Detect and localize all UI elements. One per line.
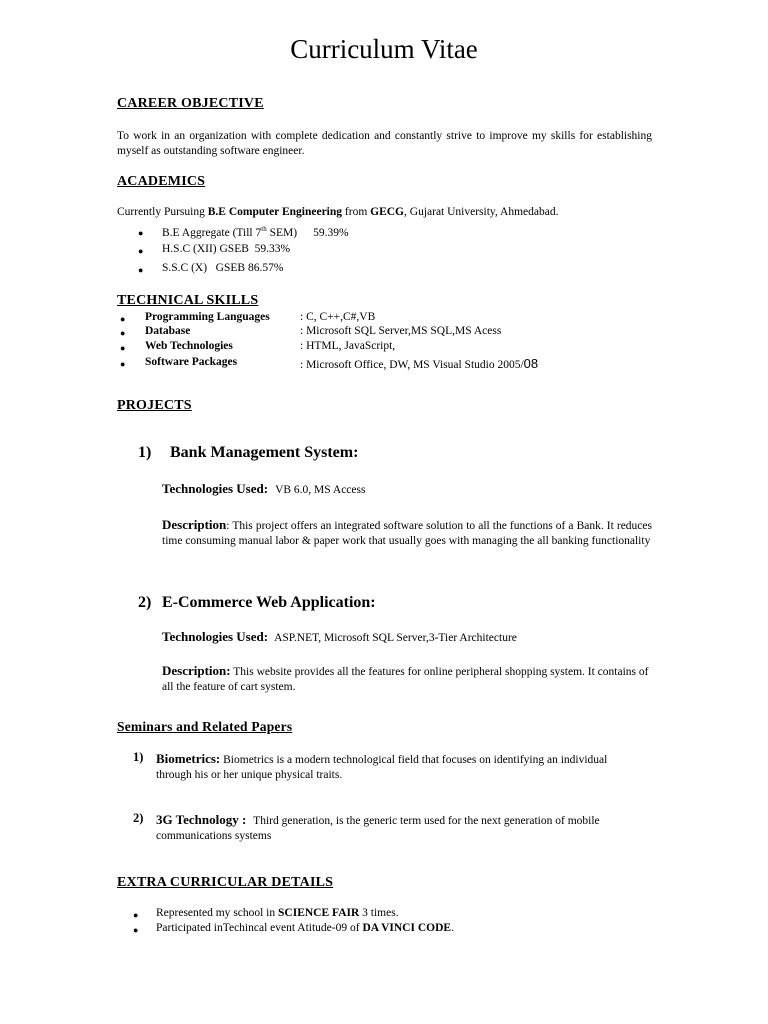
- extra-item: [156, 907, 399, 919]
- tech-label: Technologies Used:: [162, 481, 269, 496]
- seminar-item: [156, 751, 616, 783]
- project-tech: [162, 480, 365, 498]
- project-tech: [162, 628, 517, 646]
- college-name: GECG: [370, 206, 405, 218]
- skill-value-tail: 08: [523, 356, 539, 371]
- bullet-icon: ●: [120, 359, 126, 369]
- skill-value: [300, 356, 538, 371]
- academics-item-text: SEM): [266, 226, 298, 239]
- description-text: : This project offers an integrated software solution to all the functions of a Bank. It reduces time consuming manual labor & paper work that usually goes with managing the all banking functionality: [162, 520, 652, 547]
- seminar-label: 3G Technology :: [156, 812, 247, 827]
- seminar-number: 2): [133, 811, 144, 825]
- tech-label: Technologies Used:: [162, 629, 269, 644]
- page-title: Curriculum Vitae: [290, 34, 478, 64]
- project-description: [162, 663, 652, 695]
- bullet-icon: ●: [138, 228, 144, 238]
- seminar-item: [156, 812, 626, 844]
- seminar-text: Biometrics is a modern technological field that focuses on identifying an individual through his or her unique physical traits.: [156, 754, 608, 781]
- tech-value: ASP.NET, Microsoft SQL Server,3-Tier Architecture: [274, 632, 517, 644]
- career-objective-heading: CAREER OBJECTIVE: [117, 96, 264, 111]
- bullet-icon: ●: [120, 314, 126, 324]
- skill-label: Programming Languages: [145, 311, 270, 323]
- description-text: This website provides all the features for online peripheral shopping system. It contains of all the feature of cart system.: [162, 666, 649, 693]
- seminar-number: 1): [133, 750, 144, 764]
- project-title: Bank Management System:: [170, 444, 359, 461]
- skill-value: : HTML, JavaScript,: [300, 340, 396, 352]
- skill-value: : C, C++,C#,VB: [300, 311, 376, 323]
- project-title: E-Commerce Web Application:: [162, 594, 376, 611]
- project-description: [162, 517, 652, 549]
- skill-label: Web Technologies: [145, 340, 233, 352]
- skill-label: Database: [145, 325, 191, 337]
- academics-item-sup: th: [261, 225, 267, 233]
- description-label: Description: [162, 517, 227, 532]
- projects-heading: PROJECTS: [117, 398, 192, 413]
- tech-value: VB 6.0, MS Access: [275, 484, 366, 496]
- bullet-icon: ●: [133, 910, 139, 920]
- seminar-text: Third generation, is the generic term used for the next generation of mobile communications systems: [156, 815, 600, 842]
- academics-intro-suffix: , Gujarat University, Ahmedabad.: [404, 206, 559, 218]
- skill-value-text: : Microsoft Office, DW, MS Visual Studio 2005/: [300, 359, 524, 371]
- academics-intro-prefix: Currently Pursuing: [117, 206, 208, 218]
- career-objective-text: To work in an organization with complete dedication and constantly strive to improve my skills for establishing myself as outstanding software engineer.: [117, 130, 652, 157]
- academics-item: [162, 225, 349, 239]
- academics-item: H.S.C (XII) GSEB 59.33%: [162, 243, 291, 255]
- academics-item: S.S.C (X) GSEB 86.57%: [162, 262, 284, 274]
- technical-skills-heading: TECHNICAL SKILLS: [117, 293, 259, 308]
- bullet-icon: ●: [120, 328, 126, 338]
- project-number: 2): [138, 594, 152, 611]
- extra-curricular-heading: EXTRA CURRICULAR DETAILS: [117, 875, 334, 890]
- description-label: Description:: [162, 663, 231, 678]
- skill-label: Software Packages: [145, 356, 238, 368]
- academics-from: from: [342, 206, 371, 218]
- project-number: 1): [138, 444, 152, 461]
- academics-heading: ACADEMICS: [117, 174, 206, 189]
- bullet-icon: ●: [120, 343, 126, 353]
- seminar-label: Biometrics:: [156, 751, 221, 766]
- extra-item: [156, 922, 454, 934]
- extra-item-text: Participated inTechincal event Atitude-09 of: [156, 922, 363, 934]
- extra-item-text: 3 times.: [359, 907, 399, 919]
- extra-item-text: .: [451, 922, 454, 934]
- academics-item-value: 59.39%: [313, 226, 349, 239]
- academics-intro: [117, 206, 558, 218]
- extra-item-text: Represented my school in: [156, 907, 279, 919]
- academics-item-text: B.E Aggregate (Till 7: [162, 226, 262, 239]
- seminars-heading: Seminars and Related Papers: [117, 719, 293, 734]
- skill-value: : Microsoft SQL Server,MS SQL,MS Acess: [300, 325, 502, 337]
- degree-name: B.E Computer Engineering: [207, 206, 343, 218]
- bullet-icon: ●: [133, 925, 139, 935]
- extra-item-bold: DA VINCI CODE: [362, 922, 452, 934]
- bullet-icon: ●: [138, 265, 144, 275]
- extra-item-bold: SCIENCE FAIR: [278, 907, 360, 919]
- bullet-icon: ●: [138, 246, 144, 256]
